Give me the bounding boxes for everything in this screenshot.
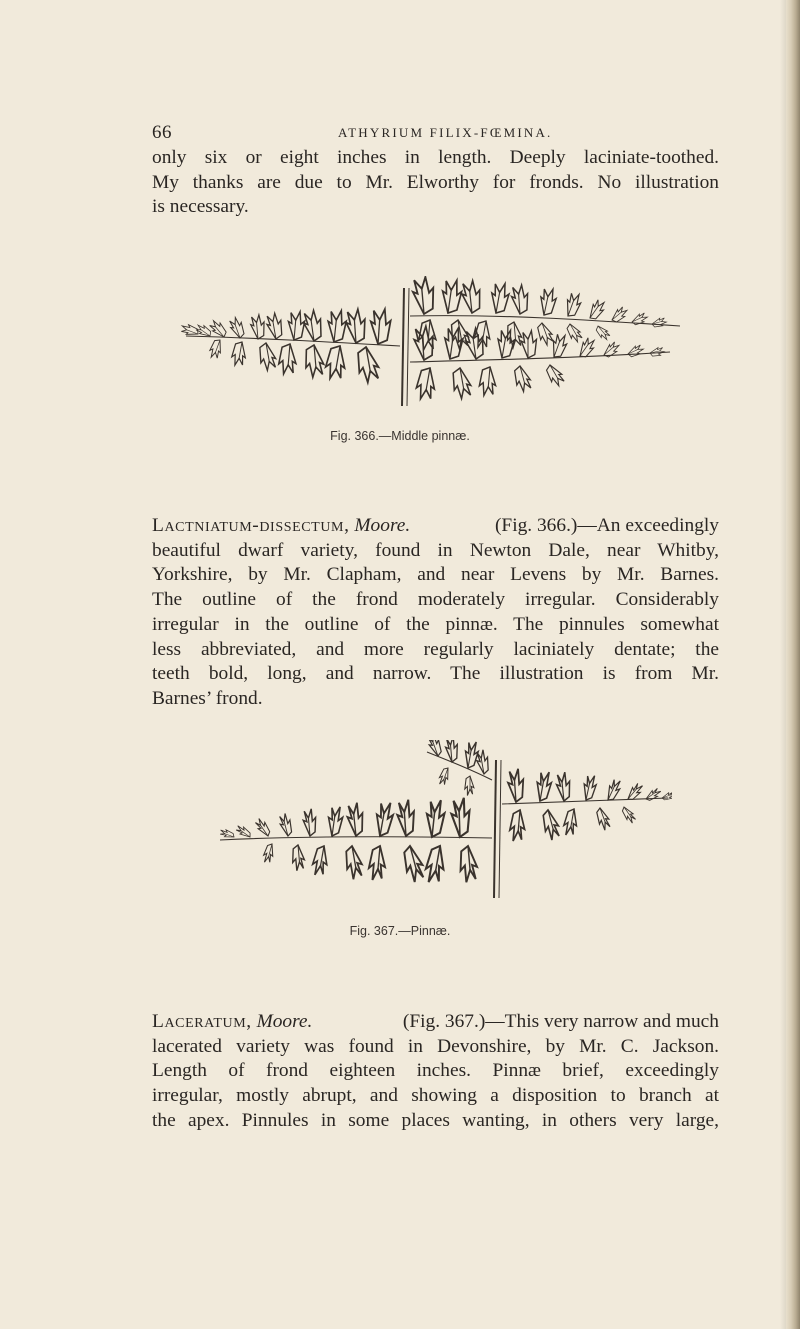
variety-author: Moore. bbox=[354, 515, 411, 536]
running-title: ATHYRIUM FILIX-FŒMINA. bbox=[338, 125, 553, 140]
variety-name: Lactniatum-dissectum, bbox=[152, 515, 350, 536]
text-line: less abbreviated, and more regularly laciniately dentate; the bbox=[152, 638, 719, 660]
figure-367-pinnae bbox=[212, 740, 672, 900]
paragraph-lactniatum-dissectum bbox=[152, 514, 719, 712]
figure-366-caption: Fig. 366.—Middle pinnæ. bbox=[330, 429, 470, 443]
variety-name: Laceratum, bbox=[152, 1011, 252, 1032]
paragraph-laceratum bbox=[152, 1010, 719, 1134]
paragraph-intro bbox=[152, 146, 719, 220]
text-line: My thanks are due to Mr. Elworthy for fronds. No illustration bbox=[152, 171, 719, 193]
text-line-rest: (Fig. 367.)—This very narrow and much bbox=[402, 1011, 719, 1032]
text-line: beautiful dwarf variety, found in Newton Dale, near Whitby, bbox=[152, 539, 719, 561]
figure-367-caption: Fig. 367.—Pinnæ. bbox=[349, 924, 451, 938]
text-line: lacerated variety was found in Devonshire, by Mr. C. Jackson. bbox=[152, 1035, 719, 1057]
text-line bbox=[152, 1010, 719, 1035]
text-line: irregular in the outline of the pinnæ. The pinnules somewhat bbox=[152, 613, 719, 635]
text-line-rest: (Fig. 366.)—An exceedingly bbox=[494, 515, 719, 536]
text-line: The outline of the frond moderately irregular. Considerably bbox=[152, 589, 719, 611]
page-edge bbox=[786, 0, 800, 1329]
text-line: the apex. Pinnules in some places wanting, in others very large, bbox=[152, 1109, 719, 1131]
text-line: Yorkshire, by Mr. Clapham, and near Levens by Mr. Barnes. bbox=[152, 564, 719, 586]
text-line: only six or eight inches in length. Deeply laciniate-toothed. bbox=[152, 147, 719, 168]
text-line: is necessary. bbox=[152, 196, 249, 218]
text-line: Length of frond eighteen inches. Pinnæ brief, exceedingly bbox=[152, 1060, 719, 1082]
running-head bbox=[0, 122, 800, 146]
text-line: teeth bold, long, and narrow. The illustration is from Mr. bbox=[152, 663, 719, 685]
text-line: irregular, mostly abrupt, and showing a disposition to branch at bbox=[152, 1085, 719, 1107]
text-line bbox=[152, 514, 719, 539]
page-number: 66 bbox=[152, 122, 172, 143]
variety-author: Moore. bbox=[256, 1011, 313, 1032]
figure-366-middle-pinnae bbox=[180, 276, 690, 416]
text-line: Barnes’ frond. bbox=[152, 687, 263, 709]
